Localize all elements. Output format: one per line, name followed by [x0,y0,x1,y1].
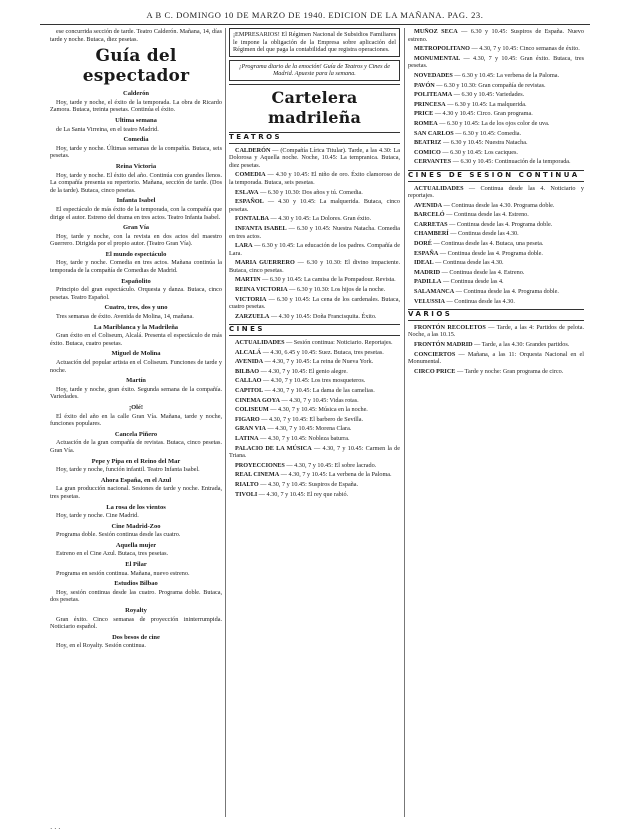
listing-text: Tarde y noche: Gran programa de circo. [464,367,564,375]
listing-text: 4.30, 7 y 10.45: Morena Clara. [275,425,352,433]
listing-entry: CARRETAS — Continua desde las 4. Programa doble. [414,220,553,228]
listing-entry: NOVEDADES — 6.30 y 10.45: La verbena de la Paloma. [414,71,560,79]
listing-venue: VICTORIA [235,295,267,303]
listing-entry: AVENIDA — 4.30, 7 y 10.45: La reina de Nueva York. [235,358,374,366]
listing-text: 6.30 y 10.30: El divino impaciente. Butaca, cinco pesetas. [229,259,400,274]
listing-text: 6.30 y 10.30: Los hijos de la noche. [296,286,386,294]
section-heading: Cine Madrid-Zoo [111,522,161,530]
listing-text: Tarde, a las 4.30: Grandes partidos. [481,341,570,348]
listing-text: 6.30 y 10.45: Los caciques. [450,148,518,156]
listing-venue: CAPITOL [235,387,264,394]
listing-venue: PAVÓN [414,81,435,89]
column-divider [225,28,226,817]
listing-entry: FIGARO — 4.30, 7 y 10.45: El barbero de Sevilla. [235,415,364,423]
listing-venue: BEATRIZ [414,139,442,147]
section-heading: Españolito [121,277,151,285]
listing-venue: METROPOLITANO [414,45,470,53]
listing-entry: PALACIO DE LA MÚSICA — 4.30, 7 y 10.45: Carmen la de Triana. [229,444,400,460]
listing-entry: POLITEAMA — 6.30 y 10.45: Variedades. [414,91,525,99]
listing-entry: CIRCO PRICE — Tarde y noche: Gran programa de circo. [414,367,564,375]
listing-text: 6.30 y 10.45: La educación de los padres. Compañía de Lara. [229,242,400,257]
listing-entry: VICTORIA — 6.30 y 10.45: La cena de los cardenales. Butaca, cuatro pesetas. [229,295,400,311]
section-cines: CINES [229,324,400,336]
listing-entry: LATINA — 4.30, 7 y 10.45: Nobleza baturra. [235,434,350,442]
listing-venue: SAN CARLOS [414,129,454,137]
listing-text: 4.30, 7 y 10.45: El barbero de Sevilla. [269,415,364,423]
section-text: Hoy, sesión continua desde las cuatro. Programa doble. Butaca, dos pesetas. [50,588,222,604]
listing-entry: REINA VICTORIA — 6.30 y 10.30: Los hijos de la noche. [235,286,386,294]
listing-venue: MARIA GUERRERO [235,259,295,267]
listing-text: 6.30 y 10.45: Variedades. [461,91,525,99]
section-heading: La rosa de los vientos [106,503,166,511]
teatros-continued [408,28,584,166]
section-text: Hoy, tarde y noche, gran éxito. Segunda semana de la compañía. Variedades. [50,385,222,401]
listing-text: 4.30, 6.45 y 10.45: Suez. Butaca, tres pesetas. [270,348,384,356]
listing-venue: CIRCO PRICE [414,367,456,375]
section-heading: Martín [126,377,146,385]
section-text: Programa en sesión continua. Mañana, nuevo estreno. [56,569,190,577]
listing-entry: VELUSSIA — Continua desde las 4.30. [414,297,515,305]
listing-venue: CHAMBERÍ [414,230,449,238]
listing-text: 6.30 y 10.45: Suspiros de España. Nuevo estreno. [408,28,584,43]
section-sesion-continua: CINES DE SESION CONTINUA [408,170,584,182]
listing-entry: DORÉ — Continua desde las 4. Butaca, una peseta. [414,240,544,248]
listing-text: 4.30, 7 y 10.45: Vidas rotas. [289,396,359,404]
listing-entry: SAN CARLOS — 6.30 y 10.45: Comedia. [414,129,522,137]
section-text: Hoy, en el Royalty. Sesión continua. [56,642,146,650]
listing-text: 4.30, 7 y 10.45: La dama de las camelias. [272,387,375,394]
listing-venue: LATINA [235,434,259,442]
listing-entry: PROYECCIONES — 4.30, 7 y 10.45: El sobre lacrado. [235,461,377,469]
listing-venue: GRAN VIA [235,425,266,433]
listing-text: Continua desde las 4. Noticiario y reportajes. [408,184,584,200]
listing-entry: ROMEA — 6.30 y 10.45: La de los ojos color de uva. [414,119,550,127]
section-heading: Estudios Bilbao [114,580,158,588]
guia-sections [50,90,222,650]
listing-text: 6.30 y 10.45: La camisa de la Pompadour. Revista. [269,276,396,284]
listing-text: 6.30 y 10.45: La de los ojos color de uva. [447,119,550,127]
section-text: Gran éxito en el Coliseum, Alcalá. Presenta el espectáculo de más éxito. Butaca, cuatro pesetas. [50,332,222,347]
listing-entry: PAVÓN — 6.30 y 10.30: Gran compañía de revistas. [414,81,546,89]
listing-venue: SALAMANCA [414,288,455,296]
listing-entry: ALCALÁ — 4.30, 6.45 y 10.45: Suez. Butaca, tres pesetas. [235,348,384,356]
section-heading: Comedia [123,136,149,144]
listing-entry: CONCIERTOS — Mañana, a las 11: Orquesta Nacional en el Monumental. [408,350,584,366]
listing-entry: ESPAÑA — Continua desde las 4. Programa doble. [414,249,543,257]
listing-text: Continua desde las 4. Butaca, una peseta. [441,240,544,248]
notice-programa: ¡Programa diario de la emoción! Guía de Teatros y Cines de Madrid. Apueste para la semana. [229,60,400,81]
header-rule [40,24,590,25]
section-heading: El mundo espectáculo [105,250,167,258]
listing-text: 4.30 y 10.45: Circo. Gran programa. [442,110,533,118]
listing-entry: COLISEUM — 4.30, 7 y 10.45: Música en la noche. [235,406,368,414]
listing-venue: VELUSSIA [414,297,445,305]
listing-venue: ROMEA [414,119,438,127]
listing-text: 4.30, 7 y 10.45: Cinco semanas de éxito. [479,45,580,53]
section-text: Hoy, tarde y noche. Comedia en tres actos. Mañana continúa la temporada de la compañía de Comedias de Madrid. [50,259,222,275]
listing-text: 6.30 y 10.45: La verbena de la Paloma. [462,71,560,79]
section-heading: Miguel de Molina [111,350,161,358]
listing-entry: ACTUALIDADES — Continua desde las 4. Noticiario y reportajes. [408,184,584,200]
column-divider [404,28,405,817]
listing-text: Continua desde las 4. [450,278,504,286]
listing-text: 6.30 y 10.30: Dos años y tú. Comedia. [267,188,363,196]
section-teatros: TEATROS [229,132,400,144]
listing-venue: LARA [235,242,253,250]
listing-venue: NOVEDADES [414,71,453,79]
section-heading: Aquella mujer [115,541,157,549]
listing-text: 4.30, 7 y 10.45: Música en la noche. [277,406,368,414]
guia-title: Guía del espectador [82,46,190,87]
section-heading: Ultima semana [115,116,157,124]
notice-empresarios: ¡EMPRESARIOS! El Régimen Nacional de Subsidios Familiares le impone la obligación de la Empresa sobre aplicación del Régimen del que paga la contabilidad que registra operaciones. [229,28,400,57]
listing-venue: REINA VICTORIA [235,286,288,294]
column-cartelera [229,28,400,823]
listing-entry: REAL CINEMA — 4.30, 7 y 10.45: La verbena de la Paloma. [235,471,392,479]
listing-venue: MARTIN [235,276,261,284]
cines-list [229,339,400,498]
section-text: Hoy, tarde y noche. El éxito del año. Continúa con grandes llenos. La compañía presenta su repertorio. Mañana, sección de tarde. (Dos de la tarde). Butaca, cinco pesetas. [50,171,222,194]
listing-text: 4.30 y 10.45: La Dolores. Gran éxito. [278,215,371,223]
listing-entry: MUÑOZ SECA — 6.30 y 10.45: Suspiros de España. Nuevo estreno. [408,28,584,43]
section-heading: Gran Vía [122,224,150,232]
section-text: El éxito del año en la calle Gran Vía. Mañana, tarde y noche, funciones populares. [50,412,222,428]
listing-entry: ESPAÑOL — 4.30 y 10.45: La malquerida. Butaca, cinco pesetas. [229,198,400,213]
listing-entry: MARIA GUERRERO — 6.30 y 10.30: El divino impaciente. Butaca, cinco pesetas. [229,259,400,274]
teatros-list [229,147,400,321]
listing-entry: CHAMBERÍ — Continua desde las 4.30. [414,230,519,238]
listing-entry: MONUMENTAL — 4.30, 7 y 10.45: Gran éxito. Butaca, tres pesetas. [408,54,584,70]
listing-text: 6.30 y 10.45: La malquerida. [454,100,527,108]
listing-entry: CALLAO — 4.30, 7 y 10.45: Los tres mosqueteros. [235,377,366,385]
listing-entry: BEATRIZ — 6.30 y 10.45: Nuestra Natacha. [414,139,528,147]
listing-text: Continua desde las 4. Programa doble. [456,220,553,228]
listing-venue: CERVANTES [414,158,452,166]
section-heading: Ahora España, en el Azul [100,476,172,484]
listing-text: Continua desde las 4. Programa doble. [447,249,543,257]
listing-entry: IDEAL — Continua desde las 4.30. [414,259,504,267]
listing-text: 6.30 y 10.30: Gran compañía de revistas. [444,81,546,89]
section-text: Actuación del popular artista en el Coliseum. Funciones de tarde y noche. [50,359,222,374]
listing-entry: PRICE — 4.30 y 10.45: Circo. Gran programa. [414,110,533,118]
listing-text: 4.30, 7 y 10.45: Nobleza baturra. [267,434,350,442]
listing-entry: ZARZUELA — 4.30 y 10.45: Doña Francisquita. Éxito. [235,312,377,320]
listing-text: 6.30 y 10.45: Continuación de la temporada. [460,158,571,166]
running-head: A B C. DOMINGO 10 DE MARZO DE 1940. EDICION DE LA MAÑANA. PAG. 23. [146,10,484,20]
listing-venue: MONUMENTAL [414,54,461,62]
section-text: Gran éxito. Cinco semanas de proyección ininterrumpida. Noticiario español. [50,615,222,631]
listing-entry: COMEDIA — 4.30 y 10.45: El niño de oro. Éxito clamoroso de la temporada. Butaca, seis pesetas. [229,171,400,186]
listing-text: (Compañía Lírica Titular). Tarde, a las 4.30: La Dolorosa y Aquella noche. Noche, 10.45: La tempranica. Butaca, diez pesetas. [229,146,400,169]
listing-text: Continua desde las 4.30. [442,259,504,267]
listing-text: 6.30 y 10.45: Nuestra Natacha. Comedia en tres actos. [229,224,400,240]
listing-entry: GRAN VIA — 4.30, 7 y 10.45: Morena Clara. [235,425,352,433]
section-heading: La Mariblanca y la Madrileña [93,323,179,331]
listing-venue: POLITEAMA [414,91,453,99]
listing-text: 4.30, 7 y 10.45: La verbena de la Paloma. [288,471,392,479]
section-text: Principio del gran espectáculo. Orquesta y danza. Butaca, cinco pesetas. Teatro Español. [50,286,222,301]
section-text: Hoy, tarde y noche, función infantil. Teatro Infanta Isabel. [56,466,200,474]
listing-entry: BARCELÓ — Continua desde las 4. Estreno. [414,211,529,219]
listing-venue: DORÉ [414,240,432,248]
listing-text: 6.30 y 10.45: Comedia. [463,129,522,137]
listing-entry: LARA — 6.30 y 10.45: La educación de los padres. Compañía de Lara. [229,242,400,257]
listing-entry: CERVANTES — 6.30 y 10.45: Continuación de la temporada. [414,158,571,166]
listing-entry: PRINCESA — 6.30 y 10.45: La malquerida. [414,100,527,108]
listing-venue: PRINCESA [414,100,446,108]
continua-list [408,185,584,306]
listing-entry: FRONTÓN MADRID — Tarde, a las 4.30: Grandes partidos. [414,341,570,348]
listing-entry: BILBAO — 4.30, 7 y 10.45: El genio alegre. [235,367,348,375]
section-heading: Reina Victoria [115,162,157,170]
listing-venue: PALACIO DE LA MÚSICA [235,444,312,452]
section-heading: Infanta Isabel [116,197,156,205]
listing-venue: RIALTO [235,480,259,488]
section-heading: Dos besos de cine [112,633,160,641]
listing-venue: INFANTA ISABEL [235,224,287,232]
listing-entry: ESLAVA — 6.30 y 10.30: Dos años y tú. Comedia. [235,188,363,196]
listing-entry: TIVOLI — 4.30, 7 y 10.45: El rey que rabió. [235,490,349,498]
listing-text: Continua desde las 4.30. Programa doble. [451,201,555,209]
section-text: El espectáculo de más éxito de la temporada, con la compañía que dirige el autor. Estreno del drama en tres actos. Teatro Infanta Isabel. [50,205,222,221]
listing-text: 4.30, 7 y 10.45: El sobre lacrado. [294,461,377,469]
section-text: Hoy, tarde y noche, el éxito de la temporada. La obra de Ricardo Zamora. Butaca, treinta pesetas. Continúa el éxito. [50,98,222,114]
section-text: de La Santa Virreina, en el teatro Madrid. [56,125,159,133]
listing-text: Continua desde las 4.30. [454,297,515,305]
listing-text: Continua desde las 4. Estreno. [453,211,529,219]
listing-entry: MADRID — Continua desde las 4. Estreno. [414,268,525,276]
listing-venue: CONCIERTOS [414,350,456,358]
listing-venue: ESLAVA [235,188,259,196]
section-text: Estreno en el Cine Azul. Butaca, tres pesetas. [56,550,169,558]
section-text: Hoy, tarde y noche. Últimas semanas de la compañía. Butaca, seis pesetas. [50,144,222,160]
section-heading: Calderón [123,90,149,98]
listing-text: Continua desde las 4. Estreno. [449,268,525,276]
listing-text: Continua desde las 4. Programa doble. [463,288,559,296]
listing-venue: ZARZUELA [235,312,270,320]
listing-venue: CALDERÓN [235,146,271,154]
listing-text: 4.30, 7 y 10.45: Gran éxito. Butaca, tres pesetas. [408,54,584,70]
listing-venue: PROYECCIONES [235,461,285,469]
listing-venue: ALCALÁ [235,348,262,356]
listing-entry: CALDERÓN — (Compañía Lírica Titular). Tarde, a las 4.30: La Dolorosa y Aquella noche. Noche, 10.45: La tempranica. Butaca, diez pesetas. [229,146,400,169]
section-varios: VARIOS [408,309,584,321]
section-text: Actuación de la gran compañía de revistas. Butaca, cinco pesetas. Gran Vía. [50,439,222,454]
listing-text: 4.30, 7 y 10.45: El genio alegre. [268,367,348,375]
listing-venue: CINEMA GOYA [235,396,280,404]
column-guia [50,28,222,823]
cartelera-title: Cartelera madrileña [229,84,400,128]
section-heading: Cuatro, tres, dos y uno [104,304,168,312]
listing-text: 4.30, 7 y 10.45: Los tres mosqueteros. [270,377,366,385]
listing-text: Mañana, a las 11: Orquesta Nacional en el Monumental. [408,350,584,366]
listing-entry: CINEMA GOYA — 4.30, 7 y 10.45: Vidas rotas. [235,396,359,404]
listing-entry: COMICO — 6.30 y 10.45: Los caciques. [414,148,518,156]
listing-text: 4.30, 7 y 10.45: Carmen la de Triana. [229,444,400,460]
listing-venue: REAL CINEMA [235,471,280,479]
bottom-marks: · · · [50,825,61,833]
listing-venue: CARRETAS [414,220,448,228]
listing-text: 4.30 y 10.45: Doña Francisquita. Éxito. [278,312,377,320]
varios-list [408,324,584,376]
listing-text: 4.30, 7 y 10.45: El rey que rabió. [266,490,349,498]
listing-venue: FIGARO [235,415,260,423]
listing-venue: ACTUALIDADES [235,339,285,347]
listing-text: 4.30, 7 y 10.45: La reina de Nueva York. [272,358,374,366]
listing-venue: COLISEUM [235,406,269,414]
listing-venue: COMICO [414,148,441,156]
listing-venue: MADRID [414,268,441,276]
listing-entry: FRONTÓN RECOLETOS — Tarde, a las 4: Partidos de pelota. Noche, a las 10.15. [408,323,584,339]
listing-venue: CALLAO [235,377,262,385]
section-text: Tres semanas de éxito. Avenida de Molina, 14, mañana. [56,313,194,321]
listing-entry: INFANTA ISABEL — 6.30 y 10.45: Nuestra Natacha. Comedia en tres actos. [229,224,400,240]
section-text: La gran producción nacional. Sesiones de tarde y noche. Entrada, tres pesetas. [50,485,222,500]
listing-text: Sesión continua: Noticiario. Reportajes. [293,339,393,347]
section-heading: ¡Olé! [128,403,144,411]
listing-venue: FONTALBA [235,215,269,223]
listing-venue: AVENIDA [235,358,264,366]
listing-venue: BILBAO [235,367,260,375]
listing-text: 4.30 y 10.45: La malquerida. Butaca, cinco pesetas. [229,198,400,213]
section-heading: Cancela Piñero [114,430,158,438]
listing-entry: PADILLA — Continua desde las 4. [414,278,504,286]
section-text: Programa doble. Sesión continua desde las cuatro. [56,531,181,539]
listing-venue: COMEDIA [235,171,266,179]
listing-venue: ESPAÑA [414,249,439,257]
listing-entry: ACTUALIDADES — Sesión continua: Noticiario. Reportajes. [235,339,393,347]
listing-entry: FONTALBA — 4.30 y 10.45: La Dolores. Gran éxito. [235,215,371,223]
listing-venue: PRICE [414,110,434,118]
section-text: Hoy, tarde y noche. Cine Madrid. [56,512,139,520]
lead-paragraph: ese concurrida sección de tarde. Teatro Calderón. Mañana, 14, días tarde y noche. Butaca, diez pesetas. [50,28,222,43]
section-heading: Royalty [125,607,147,615]
listing-venue: FRONTÓN MADRID [414,341,473,348]
listing-entry: AVENIDA — Continua desde las 4.30. Programa doble. [414,201,555,209]
listing-entry: METROPOLITANO — 4.30, 7 y 10.45: Cinco semanas de éxito. [414,45,580,53]
listing-entry: RIALTO — 4.30, 7 y 10.45: Suspiros de España. [235,480,359,488]
listing-venue: AVENIDA [414,201,443,209]
listing-text: Tarde, a las 4: Partidos de pelota. Noche, a las 10.15. [408,323,584,339]
section-text: Hoy, tarde y noche, con la revista en dos actos del maestro Guerrero. Dirigida por el propio autor. (Teatro Gran Vía). [50,232,222,248]
section-heading: El Pilar [125,561,147,569]
listing-entry: MARTIN — 6.30 y 10.45: La camisa de la Pompadour. Revista. [235,276,396,284]
listing-entry: SALAMANCA — Continua desde las 4. Programa doble. [414,288,559,296]
listing-venue: ACTUALIDADES [414,184,464,192]
listing-text: 6.30 y 10.45: Nuestra Natacha. [450,139,528,147]
listing-venue: MUÑOZ SECA [414,28,458,35]
listing-text: 6.30 y 10.45: La cena de los cardenales. Butaca, cuatro pesetas. [229,295,400,311]
listing-venue: FRONTÓN RECOLETOS [414,323,486,331]
listing-venue: PADILLA [414,278,442,286]
column-continuation [408,28,584,823]
listing-venue: BARCELÓ [414,211,445,219]
listing-entry: CAPITOL — 4.30, 7 y 10.45: La dama de las camelias. [235,387,375,394]
section-heading: Pepe y Pipa en el Reino del Mar [91,457,181,465]
listing-venue: ESPAÑOL [235,198,264,206]
listing-venue: TIVOLI [235,490,258,498]
listing-text: Continua desde las 4.30. [458,230,519,238]
listing-venue: IDEAL [414,259,434,267]
listing-text: 4.30, 7 y 10.45: Suspiros de España. [268,480,359,488]
listing-text: 4.30 y 10.45: El niño de oro. Éxito clamoroso de la temporada. Butaca, seis pesetas. [229,171,400,186]
